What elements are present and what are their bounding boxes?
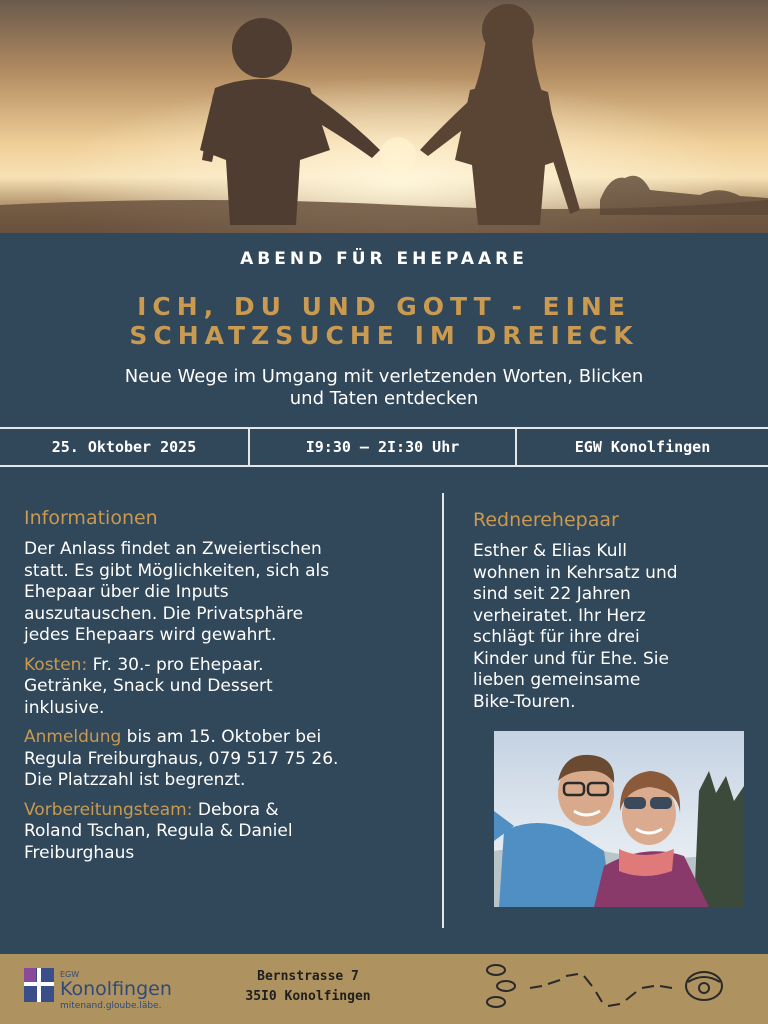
venue-address xyxy=(218,967,398,1007)
event-date: 25. Oktober 2025 xyxy=(0,429,250,465)
event-time: I9:30 – 2I:30 Uhr xyxy=(250,429,517,465)
costs-text: inklusive. xyxy=(24,697,105,718)
couple-silhouette-illustration xyxy=(0,0,768,233)
tagline-line-2: und Taten entdecken xyxy=(289,388,479,409)
bio-line: wohnen in Kehrsatz und xyxy=(473,562,678,583)
event-title-line-2: SCHATZSUCHE IM DREIECK xyxy=(129,321,639,350)
event-type-heading: ABEND FÜR EHEPAARE xyxy=(240,249,528,269)
description-line: Ehepaar über die Inputs xyxy=(24,582,229,602)
registration-text: Die Platzzahl ist begrenzt. xyxy=(24,770,246,790)
church-cross-icon xyxy=(24,968,54,1002)
address-street: Bernstrasse 7 xyxy=(257,969,359,984)
team-label: Vorbereitungsteam: xyxy=(24,799,193,820)
logo-org-name: Konolfingen xyxy=(60,978,172,1000)
logo-org-prefix: EGW xyxy=(60,970,80,979)
costs-text: Getränke, Snack und Dessert xyxy=(24,676,273,696)
column-divider xyxy=(442,493,444,928)
bio-line: lieben gemeinsame xyxy=(473,670,641,690)
bio-line: sind seit 22 Jahren xyxy=(473,584,631,604)
bio-line: Esther & Elias Kull xyxy=(473,541,627,561)
description-line: auszutauschen. Die Privatsphäre xyxy=(24,603,304,624)
speakers-photo xyxy=(494,731,744,907)
event-title-line-1: ICH, DU UND GOTT - EINE xyxy=(137,292,631,321)
footprints-treasure-path-icon xyxy=(482,958,732,1020)
logo-slogan: mitenand.gloube.läbe. xyxy=(60,1001,162,1011)
costs-text: Fr. 30.- pro Ehepaar. xyxy=(87,654,264,675)
hero-photo xyxy=(0,0,768,233)
bio-line: Kinder und für Ehe. Sie xyxy=(473,648,669,669)
event-title xyxy=(0,292,768,350)
tagline-line-1: Neue Wege im Umgang mit verletzenden Worten, Blicken xyxy=(124,366,644,387)
speakers-bio xyxy=(473,541,758,713)
speakers-selfie-illustration xyxy=(494,731,744,907)
information-description xyxy=(24,539,429,647)
description-line: jedes Ehepaars wird gewahrt. xyxy=(24,625,277,645)
team-text: Freiburghaus xyxy=(24,842,135,863)
bio-line: Bike-Touren. xyxy=(473,691,576,712)
event-details-bar xyxy=(0,427,768,467)
costs-paragraph xyxy=(24,655,429,720)
event-location: EGW Konolfingen xyxy=(574,438,711,456)
team-paragraph xyxy=(24,800,429,865)
information-section xyxy=(24,507,429,872)
description-line: Der Anlass findet an Zweiertischen xyxy=(24,539,322,559)
event-tagline xyxy=(40,366,728,410)
speakers-section xyxy=(473,509,758,713)
address-city: 35I0 Konolfingen xyxy=(245,989,371,1004)
team-text: Debora & xyxy=(192,799,279,820)
description-line: statt. Es gibt Möglichkeiten, sich als xyxy=(24,560,330,581)
registration-text: Regula Freiburghaus, 079 517 75 26. xyxy=(24,748,339,769)
egw-logo xyxy=(24,964,194,1016)
registration-paragraph xyxy=(24,727,429,792)
bio-line: verheiratet. Ihr Herz xyxy=(473,605,646,626)
registration-label: Anmeldung xyxy=(24,727,122,747)
costs-label: Kosten: xyxy=(24,654,88,675)
information-heading: Informationen xyxy=(24,507,158,529)
registration-text: bis am 15. Oktober bei xyxy=(121,727,322,747)
speakers-heading: Rednerehepaar xyxy=(473,509,619,531)
team-text: Roland Tschan, Regula & Daniel xyxy=(24,821,293,841)
bio-line: schlägt für ihre drei xyxy=(473,627,640,647)
footer xyxy=(0,954,768,1024)
